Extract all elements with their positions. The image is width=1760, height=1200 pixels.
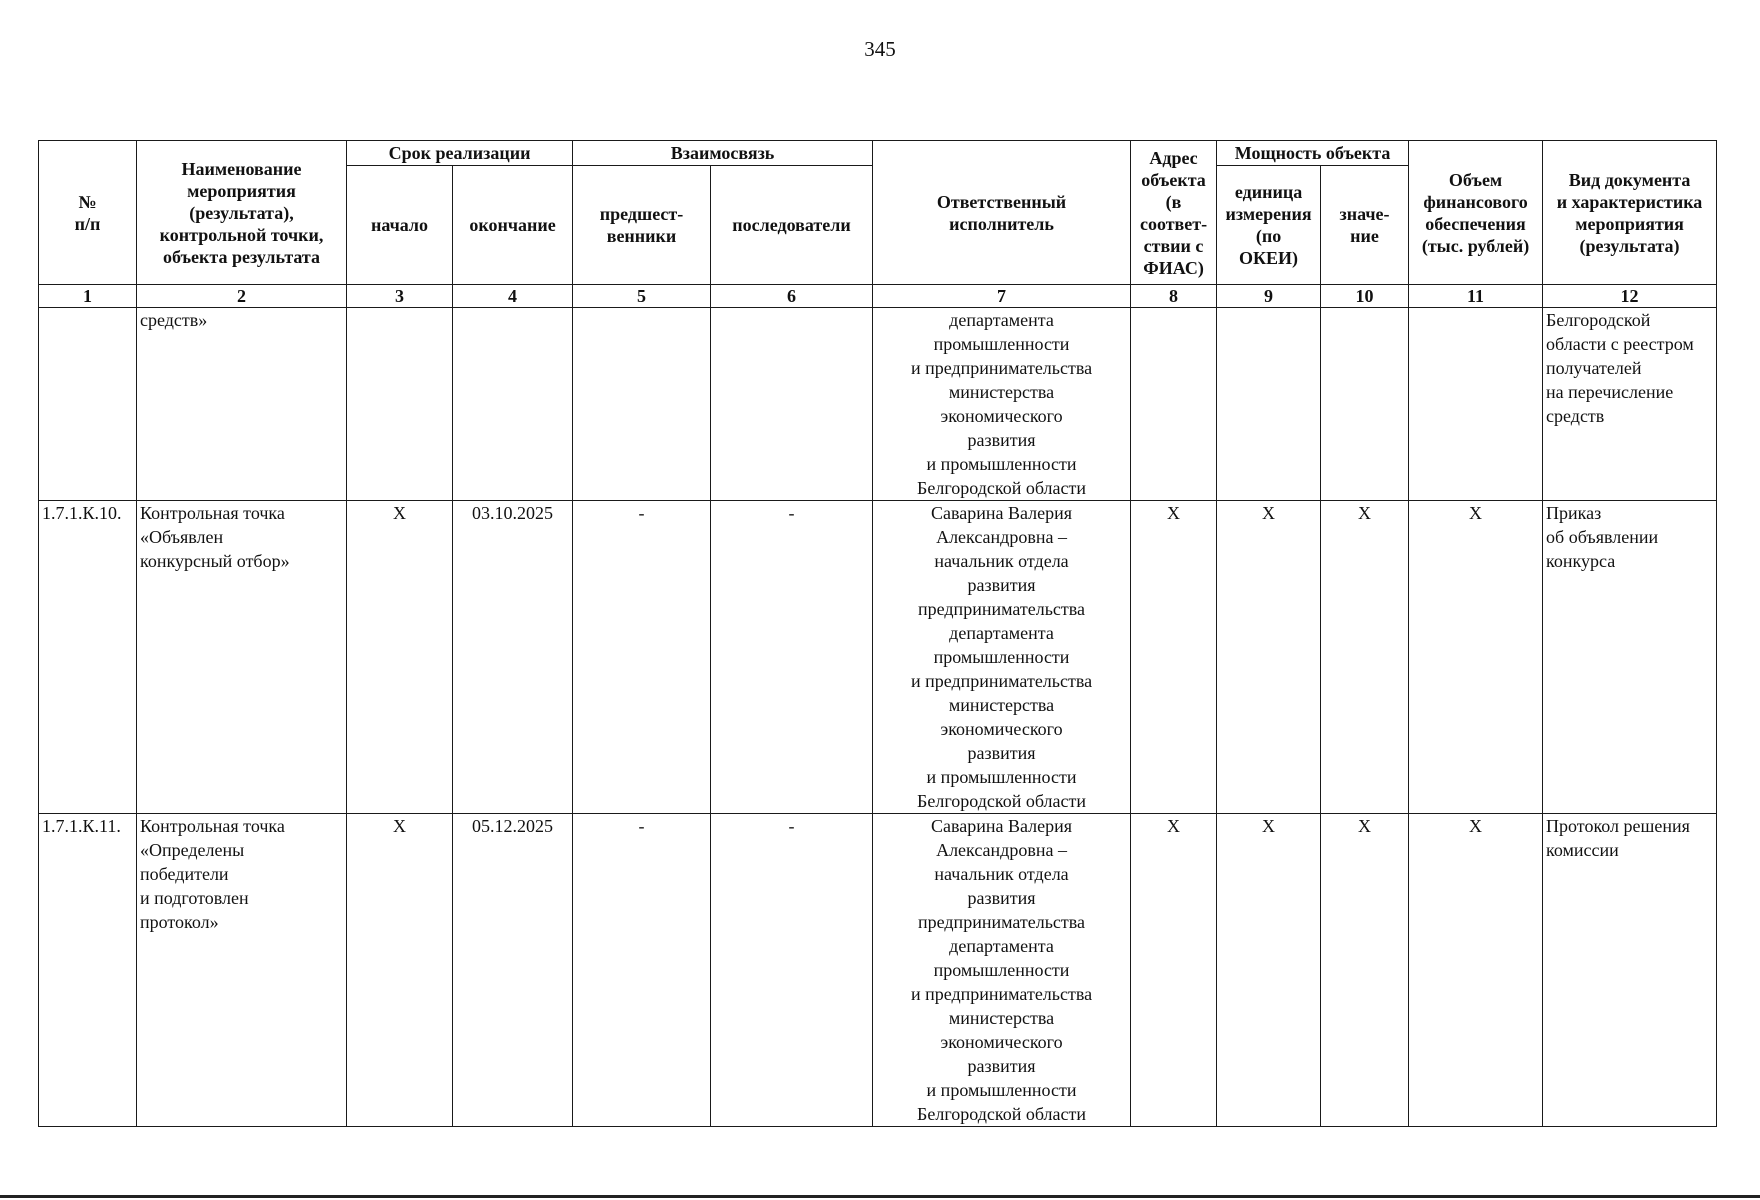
header-unit: единица измерения (по ОКЕИ) bbox=[1217, 166, 1321, 285]
column-number: 3 bbox=[347, 285, 453, 308]
cell-number bbox=[39, 308, 137, 501]
cell-end: 05.12.2025 bbox=[453, 814, 573, 1127]
header-address: Адрес объекта (в соответ- ствии с ФИАС) bbox=[1131, 141, 1217, 285]
cell-predecessors bbox=[573, 308, 711, 501]
table-row bbox=[39, 501, 1717, 814]
cell-document: Белгородской области с реестром получателей на перечисление средств bbox=[1543, 308, 1717, 501]
cell-number: 1.7.1.К.10. bbox=[39, 501, 137, 814]
header-responsible: Ответственный исполнитель bbox=[873, 141, 1131, 285]
cell-address bbox=[1131, 308, 1217, 501]
cell-unit bbox=[1217, 308, 1321, 501]
column-number-row bbox=[39, 285, 1717, 308]
column-number: 2 bbox=[137, 285, 347, 308]
cell-unit: X bbox=[1217, 501, 1321, 814]
cell-unit: X bbox=[1217, 814, 1321, 1127]
cell-document: Протокол решения комиссии bbox=[1543, 814, 1717, 1127]
cell-name: Контрольная точка «Определены победители и подготовлен протокол» bbox=[137, 814, 347, 1127]
bottom-rule bbox=[0, 1195, 1760, 1198]
page-number: 345 bbox=[864, 37, 896, 61]
column-number: 7 bbox=[873, 285, 1131, 308]
cell-finance: X bbox=[1409, 814, 1543, 1127]
header-row-top bbox=[39, 141, 1717, 166]
column-number: 11 bbox=[1409, 285, 1543, 308]
column-number: 8 bbox=[1131, 285, 1217, 308]
cell-address: X bbox=[1131, 501, 1217, 814]
cell-value: X bbox=[1321, 501, 1409, 814]
header-end: окончание bbox=[453, 166, 573, 285]
column-number: 12 bbox=[1543, 285, 1717, 308]
cell-successors: - bbox=[711, 501, 873, 814]
cell-responsible: Саварина Валерия Александровна – начальник отдела развития предпринимательства департамента промышленности и предпринимательства министерства экономического развития и промышленности Белгородской области bbox=[873, 814, 1131, 1127]
cell-number: 1.7.1.К.11. bbox=[39, 814, 137, 1127]
column-number: 6 bbox=[711, 285, 873, 308]
header-document: Вид документа и характеристика мероприятия (результата) bbox=[1543, 141, 1717, 285]
header-finance: Объем финансового обеспечения (тыс. рублей) bbox=[1409, 141, 1543, 285]
cell-responsible: департамента промышленности и предпринимательства министерства экономического развития и промышленности Белгородской области bbox=[873, 308, 1131, 501]
header-name: Наименование мероприятия (результата), контрольной точки, объекта результата bbox=[137, 141, 347, 285]
cell-document: Приказ об объявлении конкурса bbox=[1543, 501, 1717, 814]
cell-finance: X bbox=[1409, 501, 1543, 814]
cell-start: X bbox=[347, 814, 453, 1127]
header-number: № п/п bbox=[39, 141, 137, 285]
header-successors: последователи bbox=[711, 166, 873, 285]
cell-end: 03.10.2025 bbox=[453, 501, 573, 814]
header-group-capacity: Мощность объекта bbox=[1217, 141, 1409, 166]
plan-table bbox=[38, 140, 1717, 1127]
cell-finance bbox=[1409, 308, 1543, 501]
cell-end bbox=[453, 308, 573, 501]
header-start: начало bbox=[347, 166, 453, 285]
table-row bbox=[39, 814, 1717, 1127]
cell-address: X bbox=[1131, 814, 1217, 1127]
column-number: 9 bbox=[1217, 285, 1321, 308]
table-row bbox=[39, 308, 1717, 501]
cell-name: Контрольная точка «Объявлен конкурсный отбор» bbox=[137, 501, 347, 814]
header-group-link: Взаимосвязь bbox=[573, 141, 873, 166]
cell-predecessors: - bbox=[573, 501, 711, 814]
cell-start bbox=[347, 308, 453, 501]
header-group-term: Срок реализации bbox=[347, 141, 573, 166]
cell-start: X bbox=[347, 501, 453, 814]
column-number: 10 bbox=[1321, 285, 1409, 308]
header-value: значе- ние bbox=[1321, 166, 1409, 285]
cell-value bbox=[1321, 308, 1409, 501]
cell-value: X bbox=[1321, 814, 1409, 1127]
column-number: 4 bbox=[453, 285, 573, 308]
cell-successors bbox=[711, 308, 873, 501]
column-number: 1 bbox=[39, 285, 137, 308]
column-number: 5 bbox=[573, 285, 711, 308]
cell-responsible: Саварина Валерия Александровна – начальник отдела развития предпринимательства департамента промышленности и предпринимательства министерства экономического развития и промышленности Белгородской области bbox=[873, 501, 1131, 814]
cell-name: средств» bbox=[137, 308, 347, 501]
cell-successors: - bbox=[711, 814, 873, 1127]
header-predecessors: предшест- венники bbox=[573, 166, 711, 285]
cell-predecessors: - bbox=[573, 814, 711, 1127]
